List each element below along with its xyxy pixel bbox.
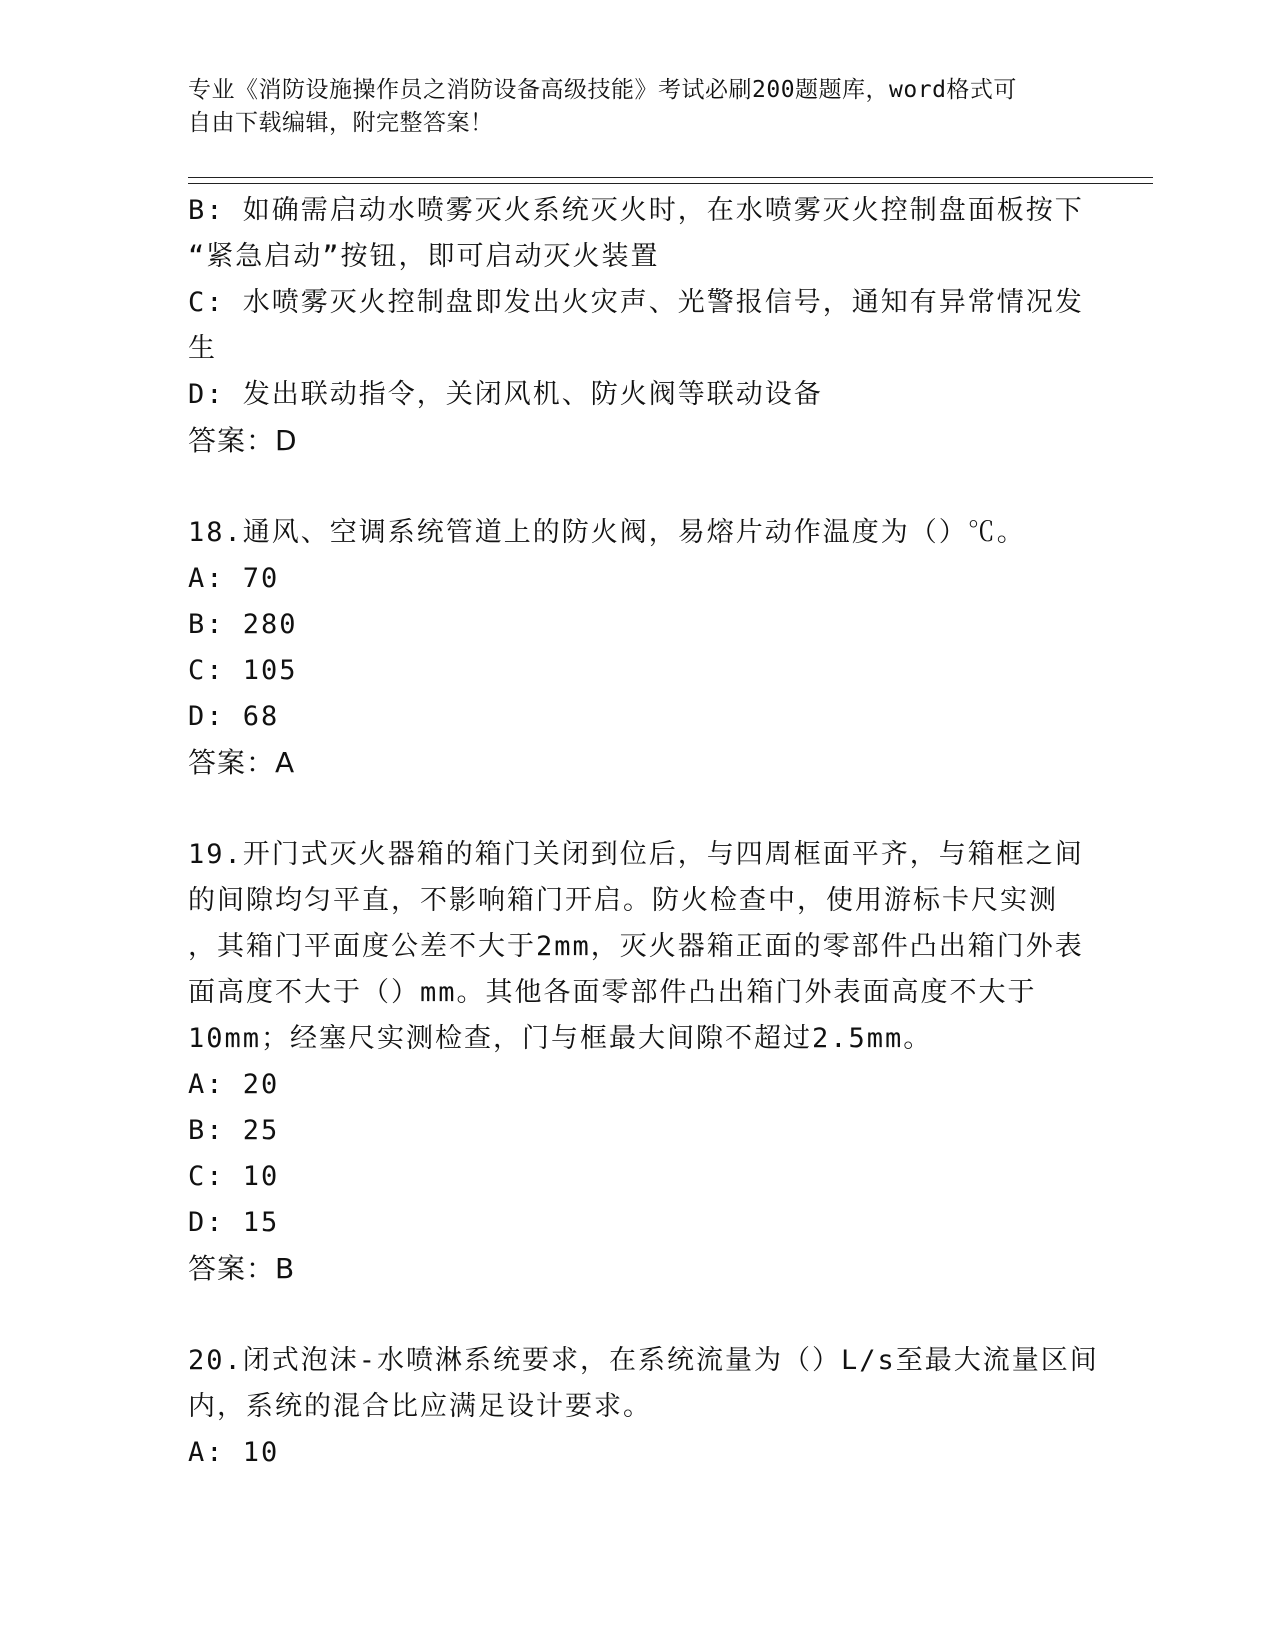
option-b-line-1: B: 如确需启动水喷雾灭火系统灭火时，在水喷雾灭火控制盘面板按下 — [188, 195, 1084, 226]
option-d: D: 68 — [188, 701, 280, 732]
option-d: D: 发出联动指令，关闭风机、防火阀等联动设备 — [188, 379, 823, 410]
option-a: A: 10 — [188, 1437, 280, 1468]
document-header — [188, 74, 1068, 140]
option-b: B: 280 — [188, 609, 298, 640]
option-a: A: 20 — [188, 1069, 280, 1100]
spacer — [188, 786, 1088, 832]
question-20 — [188, 1338, 1099, 1476]
header-divider-top — [188, 177, 1153, 178]
question-text-line-1: 20.闭式泡沫-水喷淋系统要求，在系统流量为（）L/s至最大流量区间 — [188, 1345, 1099, 1376]
question-list — [188, 188, 1099, 1476]
option-b: B: 25 — [188, 1115, 280, 1146]
answer: 答案：D — [188, 424, 298, 457]
header-divider-bottom — [188, 183, 1153, 184]
question-text-line-4: 面高度不大于（）mm。其他各面零部件凸出箱门外表面高度不大于 — [188, 977, 1037, 1008]
question-text-line-5: 10mm；经塞尺实测检查，门与框最大间隙不超过2.5mm。 — [188, 1023, 933, 1054]
spacer — [188, 1292, 1088, 1338]
option-c: C: 10 — [188, 1161, 280, 1192]
option-a: A: 70 — [188, 563, 280, 594]
answer: 答案：A — [188, 746, 296, 779]
question-text-line-1: 19.开门式灭火器箱的箱门关闭到位后，与四周框面平齐，与箱框之间 — [188, 839, 1084, 870]
question-19 — [188, 832, 1088, 1292]
option-c-line-1: C: 水喷雾灭火控制盘即发出火灾声、光警报信号，通知有异常情况发 — [188, 287, 1084, 318]
question-text-line-2: 内，系统的混合比应满足设计要求。 — [188, 1391, 652, 1422]
answer: 答案：B — [188, 1252, 296, 1285]
question-text-line-2: 的间隙均匀平直，不影响箱门开启。防火检查中，使用游标卡尺实测 — [188, 885, 1058, 916]
question-text-line-3: ，其箱门平面度公差不大于2mm，灭火器箱正面的零部件凸出箱门外表 — [188, 931, 1084, 962]
question-text: 18.通风、空调系统管道上的防火阀，易熔片动作温度为（）℃。 — [188, 517, 1026, 548]
option-c: C: 105 — [188, 655, 298, 686]
spacer — [188, 464, 1088, 510]
header-line-1: 专业《消防设施操作员之消防设备高级技能》考试必刷200题题库，word格式可 — [188, 77, 1017, 103]
option-b-line-2: “紧急启动”按钮，即可启动灭火装置 — [188, 241, 660, 272]
header-line-2: 自由下载编辑，附完整答案！ — [188, 110, 494, 136]
option-d: D: 15 — [188, 1207, 280, 1238]
question-17-tail — [188, 188, 1088, 464]
question-18 — [188, 510, 1088, 786]
option-c-line-2: 生 — [188, 333, 217, 364]
